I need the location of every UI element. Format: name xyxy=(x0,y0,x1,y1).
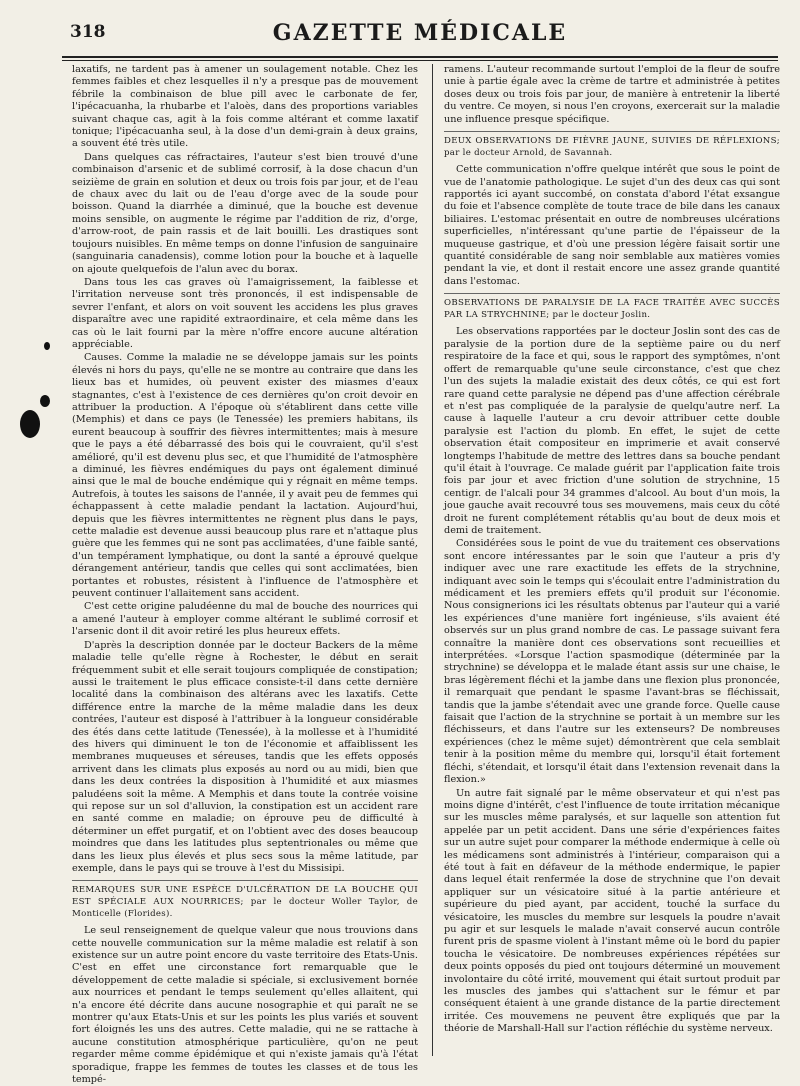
section-heading-title: DEUX OBSERVATIONS DE FIÈVRE JAUNE, SUIVIES DE RÉFLEXIONS; xyxy=(444,136,780,147)
paragraph: Considérées sous le point de vue du traitement ces observations sont encore intéressantes par le soin que l'auteur a pris d'y indiquer avec une rare exactitude les effets de la strychnine, indiquant avec soin le temps qui s'écoulait entre l'administration du médicament et les premiers effets qu'il produit sur l'économie. Nous consignerions ici les résultats obtenus par l'auteur qui a varié les expériences d'une manière fort ingénieuse, s'ils avaient été observés sur un plus grand nombre de cas. Le passage suivant fera connaître la manière dont ces observations sont recueillies et interprétées. «Lorsque l'action spasmodique (déterminée par la strychnine) se développa et le malade étant assis sur une chaise, le bras légèrement fléchi et la jambe dans une flexion plus prononcée, il remarquait que pendant le spasme l'avant-bras se fléchissait, tandis que la jambe s'étendait avec une grande force. Quelle cause faisait que l'action de la strychnine se portait à un membre sur les fléchisseurs, et dans l'autre sur les extenseurs? De nombreuses expériences (chez le même sujet) démontrèrent que cela semblait tenir à la position même du membre qui, lorsqu'il était fortement fléchi, s'étendait, et lorsqu'il était dans l'extension revenait dans la flexion.» xyxy=(444,538,780,786)
journal-title: GAZETTE MÉDICALE xyxy=(272,20,568,46)
section-heading-author: par le docteur Joslin. xyxy=(549,309,651,320)
section-heading-author: par le docteur Woller Taylor, de Monticelle (Florides). xyxy=(72,897,418,919)
right-column xyxy=(444,64,780,1064)
paragraph: Le seul renseignement de quelque valeur que nous trouvions dans cette nouvelle communication sur la même maladie est relatif à son existence sur un autre point encore du vaste territoire des Etats-Unis. C'est en effet une circonstance fort remarquable que le développement de cette maladie si spéciale, si exclusivement bornée aux nourrices et pendant le temps seulement qu'elles allaitent, qui n'a encore été décrite dans aucune nosographie et qui paraît ne se montrer qu'aux Etats-Unis et sur les points les plus variés et souvent fort éloignés les uns des autres. Cette maladie, qui ne se rattache à aucune constitution atmosphérique particulière, qu'on ne peut regarder même comme épidémique et qui n'existe jamais qu'à l'état sporadique, frappe les femmes de toutes les classes et de tous les tempé- xyxy=(72,925,418,1086)
left-column xyxy=(72,64,418,1086)
header-rule xyxy=(62,56,778,58)
section-heading-author: par le docteur Arnold, de Savannah. xyxy=(444,147,613,158)
paragraph: Dans tous les cas graves où l'amaigrissement, la faiblesse et l'irritation nerveuse sont très prononcés, il est indispensable de sevrer l'enfant, et alors on voit souvent les accidens les plus graves disparaître avec une rapidité extraordinaire, et cela même dans les cas où le lait fourni par la mère n'offre encore aucune altération appréciable. xyxy=(72,276,418,350)
ink-blot xyxy=(44,342,50,350)
page-header xyxy=(62,20,778,54)
paragraph: Les observations rapportées par le docteur Joslin sont des cas de paralysie de la portion dure de la septième paire ou du nerf respiratoire de la face et qui, sous le rapport des symptômes, n'ont offert de remarquable qu'une seule circonstance, c'est que chez l'un des sujets la maladie existait des deux côtés, ce qui est fort rare quand cette paralysie ne dépend pas d'une affection cérébrale et n'est pas compliquée de la paralysie de quelqu'autre nerf. La cause à laquelle l'auteur a cru devoir attribuer cette double paralysie est l'action du plomb. En effet, le sujet de cette observation était compositeur en imprimerie et avait conservé longtemps l'habitude de mettre des lettres dans sa bouche pendant qu'il était à l'ouvrage. Ce malade guérit par l'application faite trois fois par jour et avec friction d'une solution de strychnine, 15 centigr. de l'alcali pour 34 grammes d'alcool. Au bout d'un mois, la joue gauche avait recouvré tous ses mouvemens, mais ceux du côté droit ne furent complétement rétablis qu'au bout de deux mois et demi de traitement. xyxy=(444,326,780,536)
paragraph: C'est cette origine paludéenne du mal de bouche des nourrices qui a amené l'auteur à employer comme altérant le sublimé corrosif et l'arsenic dont il dit avoir retiré les plus heureux effets. xyxy=(72,601,418,638)
section-heading xyxy=(72,880,418,920)
paragraph: laxatifs, ne tardent pas à amener un soulagement notable. Chez les femmes faibles et chez lesquelles il n'y a presque pas de mouvement fébrile la combinaison de blue pill avec le carbonate de fer, l'ipécacuanha, la rhubarbe et l'aloès, dans des proportions variables suivant chaque cas, agit à la fois comme altérant et comme laxatif tonique; l'ipécacuanha seul, à la dose d'un demi-grain à deux grains, a souvent été très utile. xyxy=(72,64,418,150)
section-heading-title: REMARQUES SUR UNE ESPÈCE D'ULCÉRATION DE LA BOUCHE QUI EST SPÉCIALE AUX NOURRICES; xyxy=(72,885,418,907)
ink-blot xyxy=(20,410,40,438)
paragraph: D'après la description donnée par le docteur Backers de la même maladie telle qu'elle règne à Rochester, le début en serait fréquemment subit et elle serait toujours compliquée de constipation; aussi le traitement le plus efficace consiste-t-il dans cette dernière localité dans la combinaison des altérans avec les laxatifs. Cette différence entre la marche de la même maladie dans les deux contrées, l'auteur est disposé à l'attribuer à la longueur considérable des étés dans cette latitude (Tenessée), à la mollesse et à l'humidité des hivers qui diminuent le ton de l'économie et affaiblissent les membranes muqueuses et séreuses, tandis que les effets opposés arrivent dans les climats plus exposés au nord ou au midi, bien que dans les deux contrées la disposition à l'humidité et aux miasmes paludéens soit la même. A Memphis et dans toute la contrée voisine qui repose sur un sol d'alluvion, la constipation est un accident rare en santé comme en maladie; on éprouve peu de difficulté à déterminer un effet purgatif, et on l'obtient avec des doses beaucoup moindres que dans les latitudes plus septentrionales ou même que dans les lieux plus élevés et plus secs sous la même latitude, par exemple, dans le pays qui se trouve à l'est du Missisipi. xyxy=(72,639,418,874)
section-heading xyxy=(444,131,780,159)
paragraph: Cette communication n'offre quelque intérêt que sous le point de vue de l'anatomie pathologique. Le sujet d'un des deux cas qui sont rapportés ici ayant succombé, on constata d'abord l'état exsangue du foie et l'absence complète de toute trace de bile dans les canaux biliaires. L'estomac présentait en outre de nombreuses ulcérations superficielles, n'intéressant qu'une partie de l'épaisseur de la muqueuse gastrique, et d'où une pression légère faisait sortir une quantité considérable de sang noir semblable aux matières vomies pendant la vie, et dont il restait encore une assez grande quantité dans l'estomac. xyxy=(444,164,780,287)
paragraph: Un autre fait signalé par le même observateur et qui n'est pas moins digne d'intérêt, c'est l'influence de toute irritation mécanique sur les muscles même paralysés, et sur laquelle son attention fut appelée par un petit accident. Dans une série d'expériences faites sur un autre sujet pour comparer la méthode endermique à celle où les médicamens sont administrés à l'intérieur, comparaison qui a été tout à fait en défaveur de la méthode endermique, le papier dans lequel était renfermée la dose de strychnine que l'on devait appliquer sur un vésicatoire situé à la partie antérieure et supérieure du pied ayant, par accident, touché la surface du vésicatoire, les muscles du membre sur lesquels la poudre n'avait pu agir et sur lesquels le malade n'avait conservé aucun contrôle furent pris de spasme violent à l'instant même où le bord du papier toucha le vésicatoire. De nombreuses expériences répétées sur deux points opposés du pied ont toujours déterminé un mouvement involontaire du côté irrité, mouvement qui était surtout produit par les muscles des jambes qui s'attachent sur le fémur et par conséquent étaient à une grande distance de la partie directement irritée. Ces mouvemens ne peuvent être expliqués que par la théorie de Marshall-Hall sur l'action réfléchie du système nerveux. xyxy=(444,787,780,1035)
section-heading xyxy=(444,293,780,321)
ink-blot xyxy=(40,395,50,407)
page-number: 318 xyxy=(70,22,106,42)
header-rule-thin xyxy=(62,60,778,61)
paragraph: Dans quelques cas réfractaires, l'auteur s'est bien trouvé d'une combinaison d'arsenic et de sublimé corrosif, à la dose chacun d'un seizième de grain en solution et deux ou trois fois par jour, et de l'eau de chaux avec du lait ou de l'eau d'orge avec de la soude pour boisson. Quand la diarrhée a diminué, que la bouche est devenue moins sensible, on augmente le régime par l'addition de riz, d'orge, d'arrow-root, de pain rassis et de lait bouilli. Les drastiques sont toujours nuisibles. En même temps on donne l'infusion de sanguinaire (sanguinaria canadensis), comme lotion pour la bouche et à laquelle on ajoute quelquefois de l'alun avec du borax. xyxy=(72,151,418,275)
paragraph: ramens. L'auteur recommande surtout l'emploi de la fleur de soufre unie à partie égale avec la crème de tartre et administrée à petites doses deux ou trois fois par jour, de manière à entretenir la liberté du ventre. Ce moyen, si nous l'en croyons, exercerait sur la maladie une influence presque spécifique. xyxy=(444,64,780,125)
paragraph: Causes. Comme la maladie ne se développe jamais sur les points élevés ni hors du pays, qu'elle ne se montre au contraire que dans les lieux bas et humides, où peuvent exister des miasmes d'eaux stagnantes, c'est à l'existence de ces dernières qu'on croit devoir en attribuer la production. A l'époque où s'établirent dans cette ville (Memphis) et dans ce pays (le Tenessée) les premiers habitans, ils eurent beaucoup à souffrir des fièvres intermittentes; mais à mesure que le pays a été débarrassé des bois qui le couvraient, qu'il s'est amélioré, qu'il est devenu plus sec, et que l'humidité de l'atmosphère a diminué, les fièvres endémiques du pays ont également diminué ainsi que le mal de bouche endémique qui y régnait en même temps. Autrefois, à toutes les saisons de l'année, il y avait peu de femmes qui échappassent à cette maladie pendant la lactation. Aujourd'hui, depuis que les fièvres intermittentes ne règnent plus dans le pays, cette maladie est devenue aussi beaucoup plus rare et n'attaque plus guère que les femmes qui ne sont pas acclimatées, d'une faible santé, d'un tempérament lymphatique, ou dont la santé a éprouvé quelque dérangement antérieur, tandis que celles qui sont acclimatées, bien portantes et robustes, résistent à l'influence de l'atmosphère et peuvent continuer l'allaitement sans accident. xyxy=(72,352,418,600)
section-heading-title: OBSERVATIONS DE PARALYSIE DE LA FACE TRAITÉE AVEC SUCCÈS PAR LA STRYCHNINE; xyxy=(444,298,780,320)
column-divider xyxy=(432,64,433,1056)
